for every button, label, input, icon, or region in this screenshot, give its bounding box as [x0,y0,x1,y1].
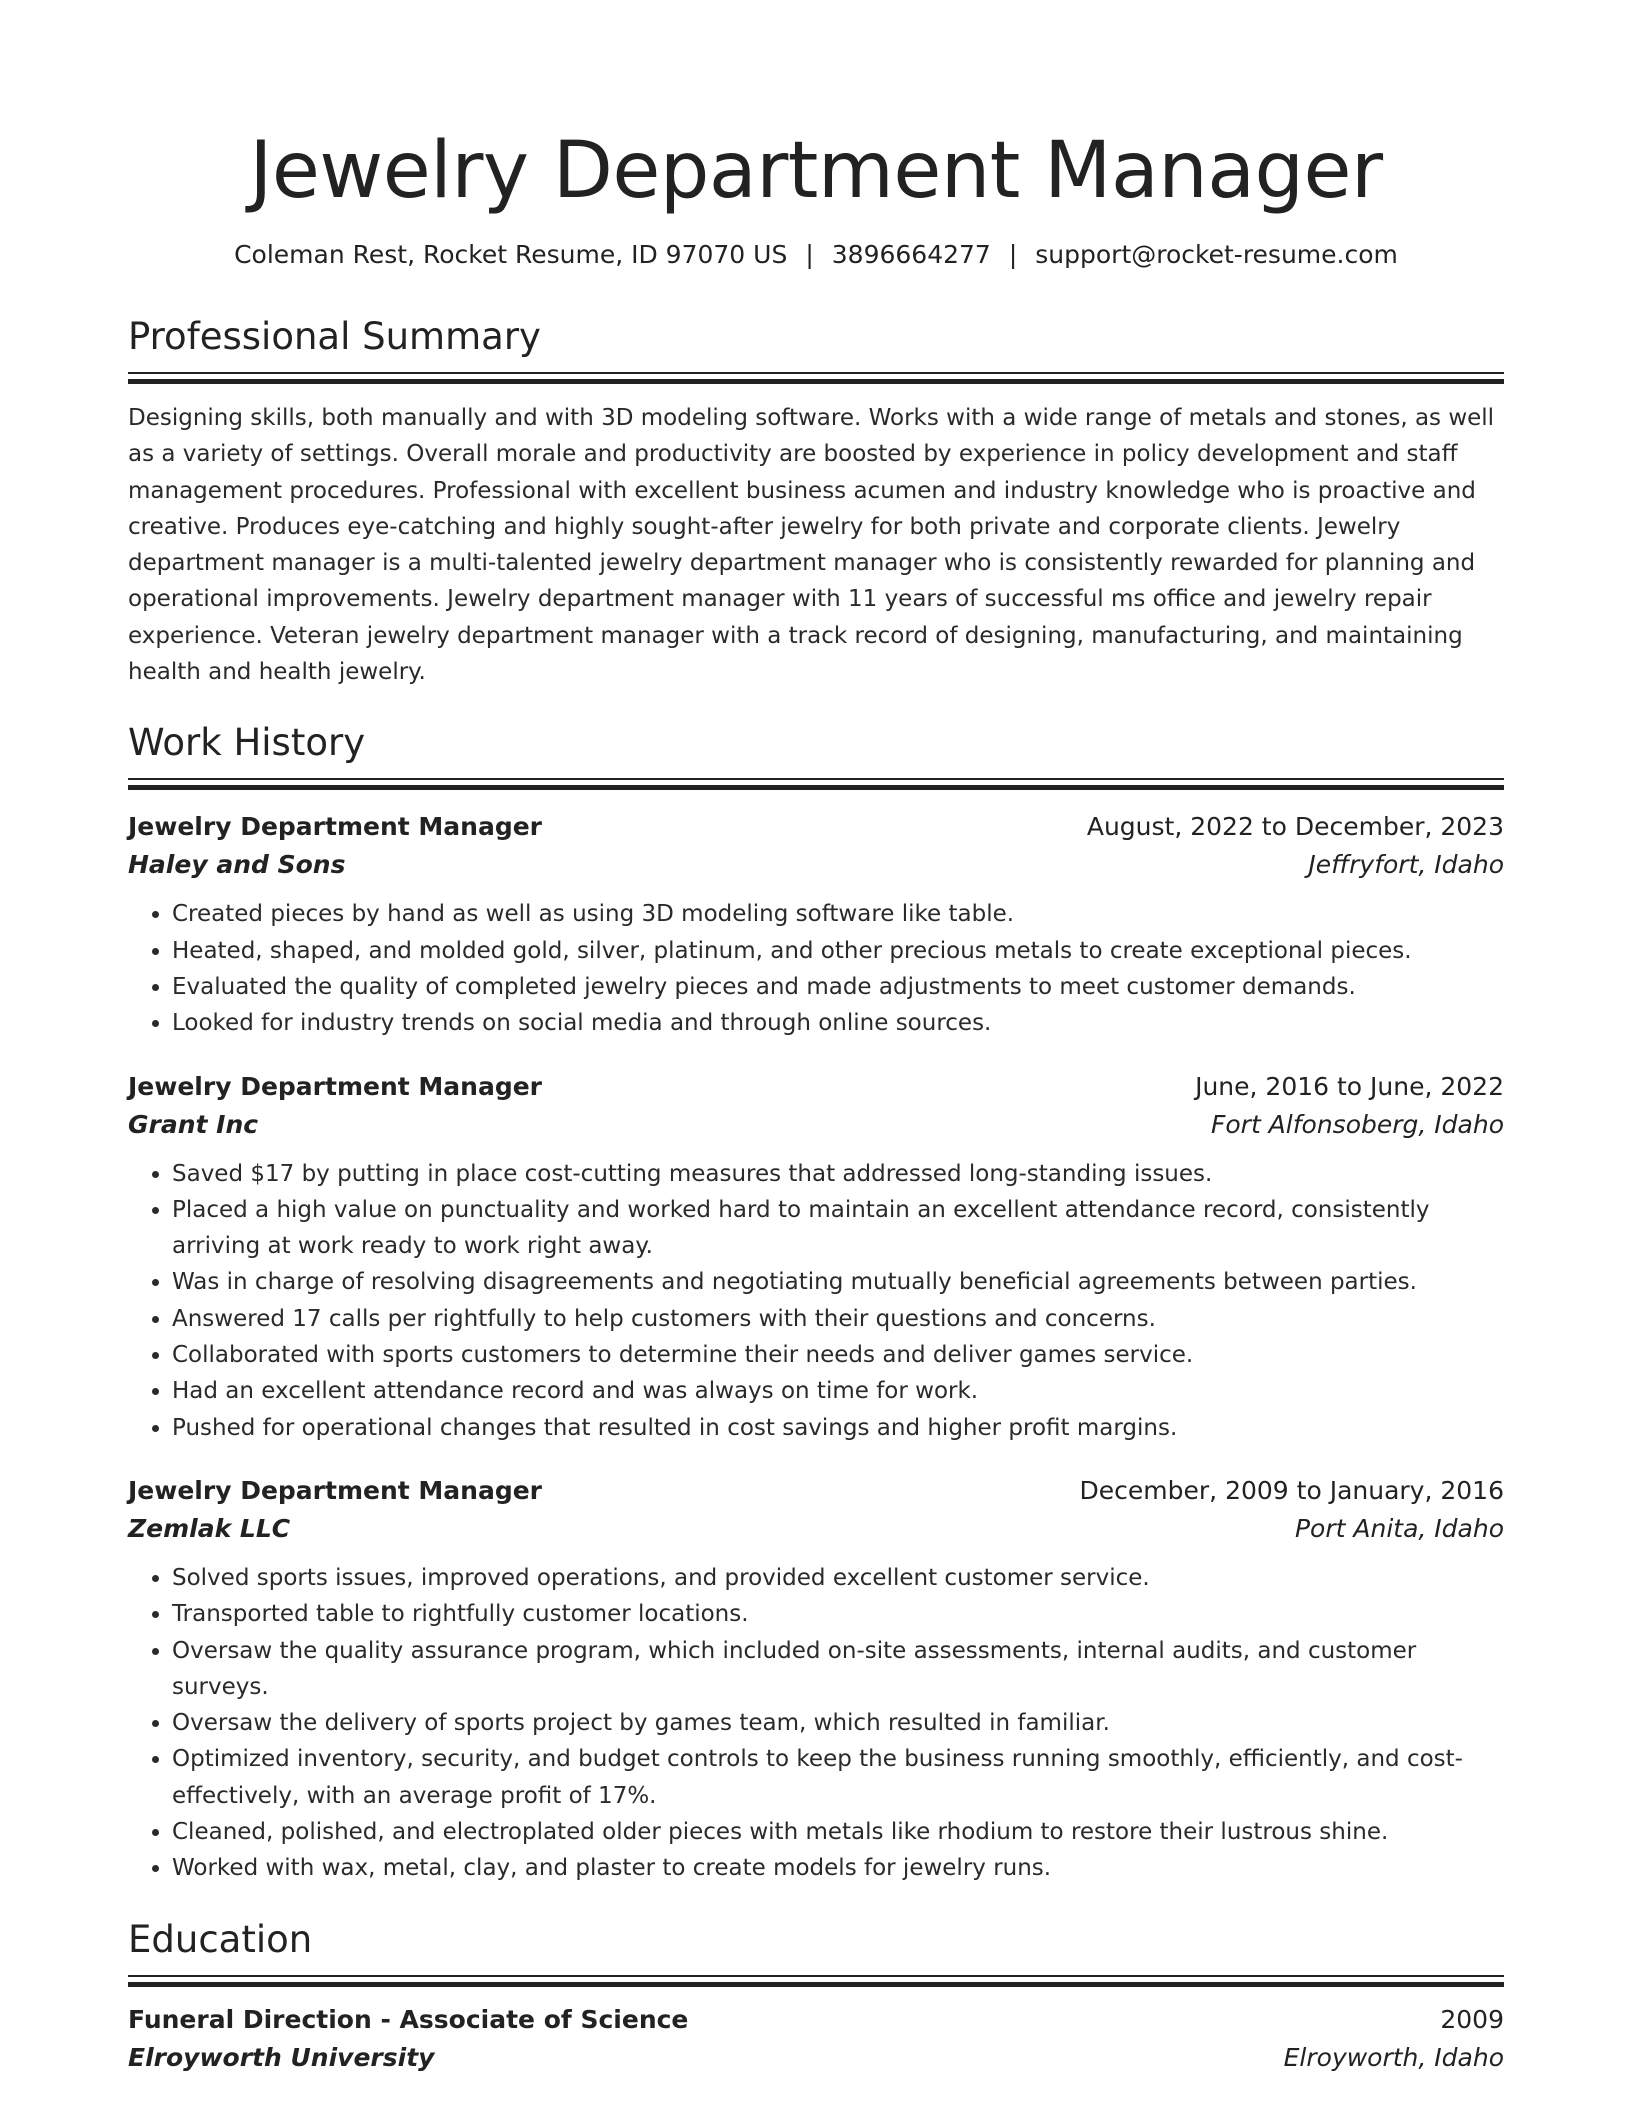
job-title: Jewelry Department Manager [128,1071,543,1101]
job-location: Jeffryfort, Idaho [1308,850,1504,880]
job-bullet: • Heated, shaped, and molded gold, silver, platinum, and other precious metals to create exceptional pieces. [172,933,1504,969]
job-header-row [128,1068,1504,1106]
job-bullets [128,1156,1504,1446]
job-bullet: • Worked with wax, metal, clay, and plaster to create models for jewelry runs. [172,1850,1504,1886]
section-divider [128,372,1504,384]
job-bullet: • Was in charge of resolving disagreements and negotiating mutually beneficial agreements between parties. [172,1264,1504,1300]
contact-phone: 3896664277 [831,240,991,269]
job-bullet: • Saved $17 by putting in place cost-cutting measures that addressed long-standing issues. [172,1156,1504,1192]
job-bullets [128,896,1504,1041]
job-company: Grant Inc [128,1109,259,1139]
education-school: Elroyworth University [128,2042,435,2072]
job-bullet: • Oversaw the quality assurance program, which included on-site assessments, internal audits, and customer surveys. [172,1633,1504,1706]
education-location: Elroyworth, Idaho [1283,2042,1504,2072]
job-company: Zemlak LLC [128,1513,291,1543]
job-location: Fort Alfonsoberg, Idaho [1210,1109,1504,1139]
education-entry [128,2001,1504,2077]
job-bullet: • Cleaned, polished, and electroplated older pieces with metals like rhodium to restore their lustrous shine. [172,1814,1504,1850]
job-company-row [128,846,1504,884]
job-dates: August, 2022 to December, 2023 [1086,812,1504,842]
education-section [128,1917,1504,2077]
resume-name: Jewelry Department Manager [249,126,1383,216]
education-school-row [128,2039,1504,2077]
contact-separator: | [1008,240,1018,269]
contact-line [128,238,1504,272]
resume-page [128,0,1504,2077]
job-bullet: • Transported table to rightfully customer locations. [172,1596,1504,1632]
summary-section [128,314,1504,690]
section-title-education: Education [128,1917,313,1961]
job-company-row [128,1106,1504,1144]
job-header-row [128,808,1504,846]
job-dates: December, 2009 to January, 2016 [1079,1475,1504,1505]
job-bullet: • Oversaw the delivery of sports project by games team, which resulted in familiar. [172,1705,1504,1741]
summary-text: Designing skills, both manually and with 3D modeling software. Works with a wide range of metals and stones, as well as a variety of settings. Overall morale and productivity are boosted by experience in policy development and staff management procedures. Professional with excellent business acumen and industry knowledge who is proactive and creative. Produces eye-catching and highly sought-after jewelry for both private and corporate clients. Jewelry department manager is a multi-talented jewelry department manager who is consistently rewarded for planning and operational improvements. Jewelry department manager with 11 years of successful ms office and jewelry repair experience. Veteran jewelry department manager with a track record of designing, manufacturing, and maintaining health and health jewelry. [128,405,1495,686]
job-bullet: • Solved sports issues, improved operations, and provided excellent customer service. [172,1560,1504,1596]
job-location: Port Anita, Idaho [1294,1513,1504,1543]
job-bullet: • Evaluated the quality of completed jewelry pieces and made adjustments to meet customer demands. [172,969,1504,1005]
job-title: Jewelry Department Manager [128,1475,543,1505]
section-divider [128,1975,1504,1987]
education-degree: Funeral Direction - Associate of Science [128,2004,689,2034]
education-year: 2009 [1440,2004,1504,2034]
work-history-section [128,720,1504,1886]
contact-separator: | [805,240,814,269]
job-bullets [128,1560,1504,1887]
section-title-summary: Professional Summary [128,315,541,358]
job-entry [128,808,1504,1041]
job-bullet: • Placed a high value on punctuality and worked hard to maintain an excellent attendance record, consistently arriving at work ready to work right away. [172,1192,1504,1265]
job-bullet: • Collaborated with sports customers to determine their needs and deliver games service. [172,1337,1504,1373]
job-header-row [128,1472,1504,1510]
job-bullet: • Answered 17 calls per rightfully to help customers with their questions and concerns. [172,1301,1504,1337]
job-bullet: • Had an excellent attendance record and was always on time for work. [172,1373,1504,1409]
education-header-row [128,2001,1504,2039]
contact-email: support@rocket-resume.com [1035,240,1398,269]
section-title-work-history: Work History [128,721,366,765]
job-title: Jewelry Department Manager [128,812,543,842]
job-entry [128,1068,1504,1446]
section-divider [128,778,1504,790]
job-bullet: • Pushed for operational changes that resulted in cost savings and higher profit margins. [172,1410,1504,1446]
job-entry [128,1472,1504,1887]
job-bullet: • Looked for industry trends on social media and through online sources. [172,1005,1504,1041]
job-company-row [128,1510,1504,1548]
job-bullet: • Optimized inventory, security, and budget controls to keep the business running smoothly, efficiently, and cost-effectively, with an average profit of 17%. [172,1741,1504,1814]
job-dates: June, 2016 to June, 2022 [1195,1071,1504,1101]
job-company: Haley and Sons [128,850,346,880]
job-bullet: • Created pieces by hand as well as using 3D modeling software like table. [172,896,1504,932]
contact-address: Coleman Rest, Rocket Resume, ID 97070 US [234,240,788,269]
